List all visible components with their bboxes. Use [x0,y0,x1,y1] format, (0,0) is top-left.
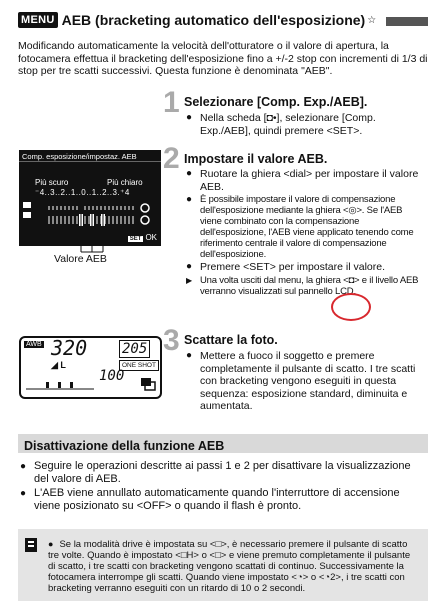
list-item: ● Nella scheda [◘•], selezionare [Comp. Exp./AEB], quindi premere <SET>. [186,112,376,137]
step-2-number: 2 [163,142,180,175]
lcd-header: Comp. esposizione/impostaz. AEB [19,150,161,162]
step-1-title: Selezionare [Comp. Exp./AEB]. [184,95,368,109]
exposure-comp-icon [23,202,31,208]
note-box [18,529,428,601]
exposure-level-indicator [24,380,96,394]
caption-pointer-lines [60,200,130,255]
lcd-set-ok: SET OK [129,233,157,242]
aperture-value: 100 [99,368,125,384]
list-item: ● Seguire le operazioni descritte ai passi 1 e 2 per disattivare la visualizzazione del valore di AEB. [20,460,411,485]
shots-remaining: 205 [119,340,150,358]
section-title: Disattivazione della funzione AEB [24,439,225,453]
highlight-circle [331,293,371,321]
list-item: ● È possibile impostare il valore di compensazione dell'esposizione mediante la ghiera <◎>. Se l'AEB viene combinato con la compensazione dell'esposizione, l'AEB viene applicato tenendo come riferimento centrale il valore di compensazione dell'esposizione. [186,194,414,260]
intro-paragraph: Modificando automaticamente la velocità dell'otturatore o il valore di apertura, la fotocamera effettua il bracketing dell'esposizione fino a +/-2 stop con incrementi di 1/3 di stop per tre scatti successivi. Questa funzione è denominata "AEB". [18,40,428,77]
note-icon [24,537,38,553]
step-2-title: Impostare il valore AEB. [184,152,328,166]
step-1-bullets [186,112,426,138]
quality-label: ◢ L [51,360,66,370]
star-icon: ☆ [367,14,377,26]
menu-badge: MENU [18,12,58,28]
lcd-darker-label: Più scuro [35,178,69,187]
lcd-brighter-label: Più chiaro [107,178,143,187]
shutter-value: 320 [51,336,88,360]
step-3-number: 3 [163,324,180,357]
bracketing-icon [139,374,157,392]
lcd-exposure-scale: ⁻4..3..2..1..0..1..2..3.⁺4 [35,188,130,197]
section-bullets [20,460,428,514]
awb-label: AWB [26,341,42,348]
list-item: ● Ruotare la ghiera <dial> per impostare il valore AEB. [186,168,419,193]
list-item: ● Premere <SET> per impostare il valore. [186,261,385,273]
dial-icon [141,204,149,212]
section-header [18,434,428,453]
list-item: ● L'AEB viene annullato automaticamente quando l'interruttore di accensione viene posizionato su <OFF> o quando il flash è pronto. [20,487,400,512]
step-3-title: Scattare la foto. [184,333,278,347]
step-1-number: 1 [163,86,180,119]
list-item: ● Mettere a fuoco il soggetto e premere completamente il pulsante di scatto. I tre scatti con bracketing vengono eseguiti in questa sequenza: esposizione standard, diminuita e aumentata. [186,350,416,412]
list-item: ▶ Una volta usciti dal menu, la ghiera <◘> e il livello AEB verranno visualizzati sul pannello LCD. [186,274,419,297]
step-2-bullets [186,168,426,298]
aeb-value-caption: Valore AEB [54,253,107,265]
dial-icon [141,216,149,224]
af-mode-label: ONE SHOT [119,360,159,371]
top-lcd-panel [19,336,162,399]
page-header [18,10,428,30]
step-3-bullets [186,350,426,414]
aeb-icon [23,212,31,218]
note-text: ● Se la modalità drive è impostata su <□>, è necessario premere il pulsante di scatto tre volte. Quando è impostato <□H> o <□> e viene premuto completamente il pulsante di scatto, i tre scatti con bracketing vengono scattati di continuo. Successivamente la fotocamera interrompe gli scatti. Quando viene impostato <◔> o <◔2>, i tre scatti con bracketing verranno eseguiti con un ritardo di 10 o 2 secondi. [48,539,411,594]
page-title: AEB (bracketing automatico dell'esposizione) [61,12,366,28]
title-rule [386,17,428,26]
